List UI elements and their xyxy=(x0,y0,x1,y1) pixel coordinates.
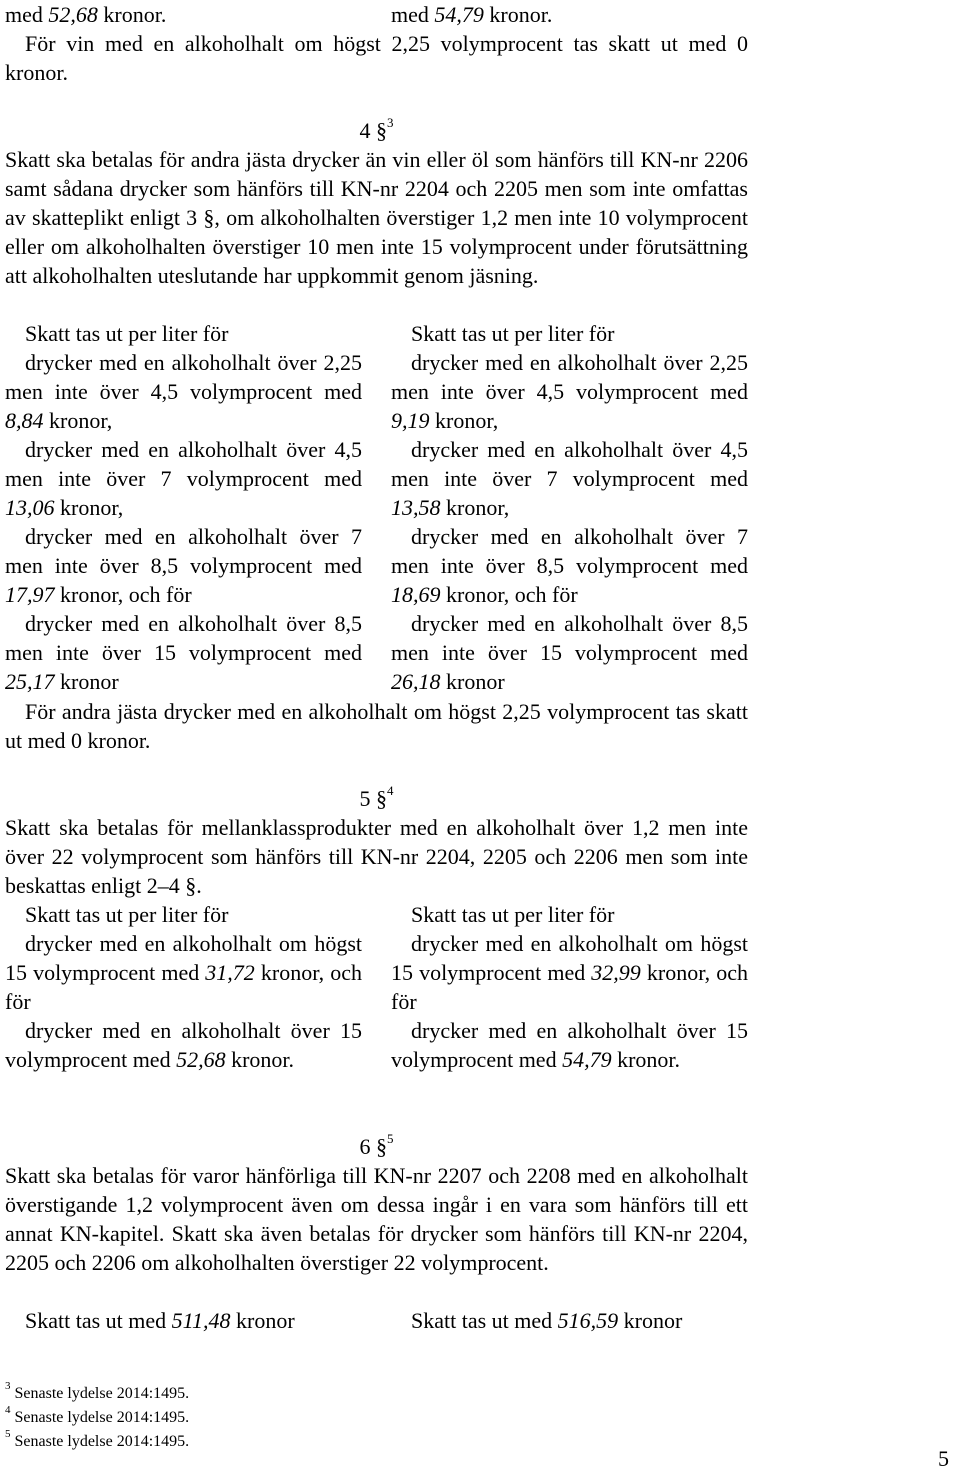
footnote-ref: 5 xyxy=(387,1130,394,1146)
section-number: 5 xyxy=(359,786,371,811)
column-heading: Skatt tas ut per liter för xyxy=(25,321,229,346)
rate-item: drycker med en alkoholhalt över 2,25 men inte över 4,5 volymprocent med 8,84 kronor, xyxy=(5,350,362,433)
column-heading: Skatt tas ut per liter för xyxy=(411,321,615,346)
rate-item: drycker med en alkoholhalt över 15 volymprocent med 54,79 kronor. xyxy=(391,1018,748,1072)
footnote: $^5$ Senaste lydelse 2014:1495. xyxy=(5,1427,190,1450)
section-6-right xyxy=(391,1306,748,1335)
text: kronor. xyxy=(483,2,553,27)
footnote: $^4$ Senaste lydelse 2014:1495. xyxy=(5,1403,190,1426)
section-5-columns xyxy=(5,900,748,1074)
section-4-intro: Skatt ska betalas för andra jästa drycker än vin eller öl som hänförs till KN-nr 2206 samt sådana drycker som hänförs till KN-nr 2204 och 2205 men som inte omfattas av skatteplikt enligt 3 §, om alkoholhalten överstiger 1,2 men inte 10 volymprocent eller om alkoholhalten överstiger 10 men inte 15 volymprocent under förutsättning att alkoholhalten uteslutande har uppkommit genom jäsning. xyxy=(5,147,748,288)
section-5-heading xyxy=(5,784,748,813)
rate-item: drycker med en alkoholhalt över 2,25 men inte över 4,5 volymprocent med 9,19 kronor, xyxy=(391,350,748,433)
text: med xyxy=(391,2,435,27)
section-4-columns xyxy=(5,319,748,696)
footnote-ref: 3 xyxy=(387,114,394,130)
rate-item: drycker med en alkoholhalt över 7 men inte över 8,5 volymprocent med 18,69 kronor, och för xyxy=(391,524,748,607)
footnote-ref: 4 xyxy=(387,782,394,798)
section-4-closing: För andra jästa drycker med en alkoholhalt om högst 2,25 volymprocent tas skatt ut med 0 kronor. xyxy=(5,699,748,753)
rate-item: Skatt tas ut med 516,59 kronor xyxy=(411,1308,683,1333)
section-4-right xyxy=(391,319,748,696)
section-5-intro: Skatt ska betalas för mellanklassprodukter med en alkoholhalt över 1,2 men inte över 22 volymprocent som hänförs till KN-nr 2204, 2205 och 2206 men som inte beskattas enligt 2–4 §. xyxy=(5,815,748,898)
wine-zero-rate: För vin med en alkoholhalt om högst 2,25 volymprocent tas skatt ut med 0 kronor. xyxy=(5,31,748,85)
carry-left xyxy=(5,0,362,29)
section-4-left xyxy=(5,319,362,696)
section-sign: § xyxy=(376,786,387,811)
section-6-intro: Skatt ska betalas för varor hänförliga till KN-nr 2207 och 2208 med en alkoholhalt överstigande 1,2 volymprocent även om dessa ingår i en vara som hänförs till ett annat KN-kapitel. Skatt ska även betalas för drycker som hänförs till KN-nr 2204, 2205 och 2206 om alkoholhalten överstiger 22 volymprocent. xyxy=(5,1163,748,1275)
section-5-left xyxy=(5,900,362,1074)
carry-over-columns xyxy=(5,0,748,29)
rate-item: drycker med en alkoholhalt över 15 volymprocent med 52,68 kronor. xyxy=(5,1018,362,1072)
rate-item: drycker med en alkoholhalt om högst 15 volymprocent med 32,99 kronor, och för xyxy=(391,931,748,1014)
text: kronor. xyxy=(97,2,167,27)
section-5-right xyxy=(391,900,748,1074)
section-sign: § xyxy=(376,1134,387,1159)
rate-item: drycker med en alkoholhalt över 4,5 men inte över 7 volymprocent med 13,06 kronor, xyxy=(5,437,362,520)
amount: 54,79 xyxy=(434,2,484,27)
section-6-columns xyxy=(5,1306,748,1335)
rate-item: drycker med en alkoholhalt över 4,5 men inte över 7 volymprocent med 13,58 kronor, xyxy=(391,437,748,520)
text: med xyxy=(5,2,49,27)
rate-item: Skatt tas ut med 511,48 kronor xyxy=(25,1308,295,1333)
rate-item: drycker med en alkoholhalt över 8,5 men inte över 15 volymprocent med 26,18 kronor xyxy=(391,611,748,694)
section-4-heading xyxy=(5,116,748,145)
section-number: 4 xyxy=(359,118,371,143)
footnote: $^3$ Senaste lydelse 2014:1495. xyxy=(5,1379,190,1402)
page-number: 5 xyxy=(938,1446,949,1471)
amount: 52,68 xyxy=(48,2,98,27)
section-6-left xyxy=(5,1306,362,1335)
rate-item: drycker med en alkoholhalt om högst 15 volymprocent med 31,72 kronor, och för xyxy=(5,931,362,1014)
column-heading: Skatt tas ut per liter för xyxy=(411,902,615,927)
section-number: 6 xyxy=(359,1134,371,1159)
carry-right xyxy=(391,0,748,29)
rate-item: drycker med en alkoholhalt över 7 men inte över 8,5 volymprocent med 17,97 kronor, och för xyxy=(5,524,362,607)
column-heading: Skatt tas ut per liter för xyxy=(25,902,229,927)
rate-item: drycker med en alkoholhalt över 8,5 men inte över 15 volymprocent med 25,17 kronor xyxy=(5,611,362,694)
section-sign: § xyxy=(376,118,387,143)
section-6-heading xyxy=(5,1132,748,1161)
